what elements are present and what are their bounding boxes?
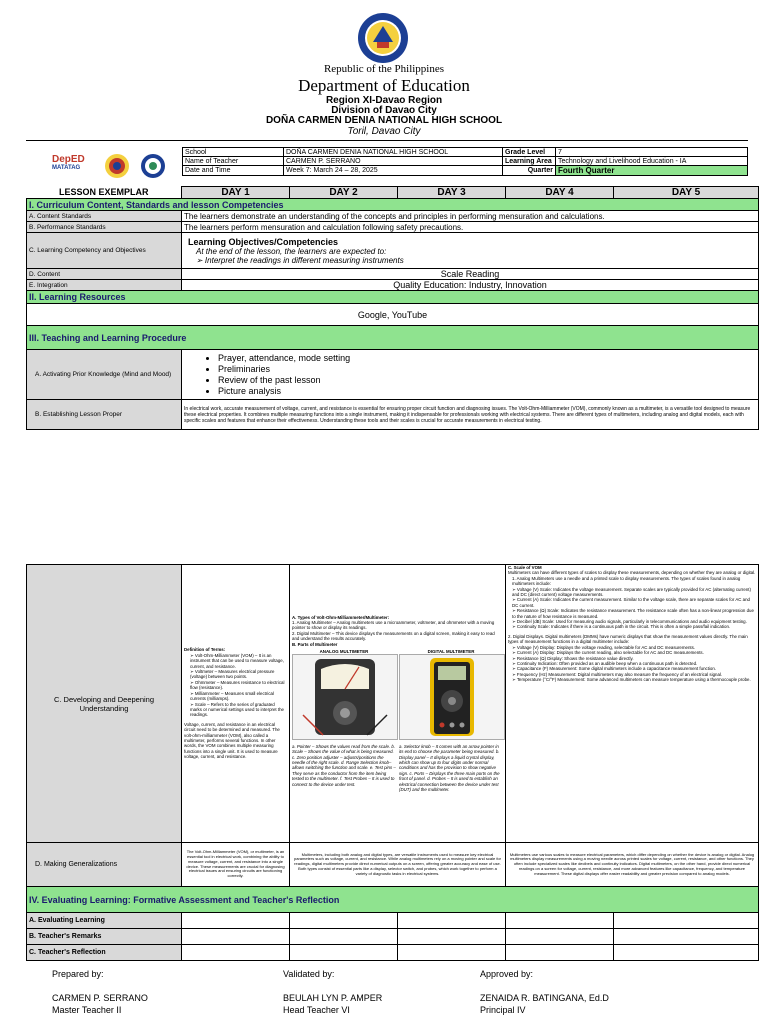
evaluating-day-2[interactable]: [290, 913, 398, 929]
prepared-label: Prepared by:: [52, 969, 104, 979]
scale-item: ➢ Continuity Scale: Indicates if there is a continuous path in the circuit. This is often a simple pass/fail indication.: [512, 624, 731, 630]
remarks-day-3[interactable]: [398, 929, 506, 945]
date-label: Date and Time: [183, 166, 284, 176]
definition-item: ➢ Ohmmeter – Measures resistance to electrical flow (resistance).: [190, 679, 285, 691]
parts-figure: [292, 649, 503, 742]
region-line: Region XI-Davao Region: [325, 95, 443, 106]
bagong-pilipinas-icon: [104, 153, 130, 179]
validated-label: Validated by:: [283, 969, 335, 979]
remarks-day-4[interactable]: [506, 929, 614, 945]
activating-list: [184, 353, 756, 397]
department-title: Department of Education: [298, 76, 470, 95]
approved-label: Approved by:: [480, 969, 534, 979]
analog-panel: [292, 649, 396, 742]
school-seal-icon: [140, 153, 166, 179]
generalization-2: Multimeters, including both analog and digital types, are versatile instruments used to measure key electrical parameters such as voltage, current, and resistance. While analog multimeters rely on a moving pointer and scale for readings, digital multimeters provide direct numerical outputs on a screen, offering greater accuracy and ease of use. Both types consist of essential parts like a display, selector switch, and probes, which work together to perform a variety of diagnostic tasks in electrical systems.: [290, 843, 506, 887]
deped-seal-icon: [357, 12, 409, 64]
division-line: Division of Davao City: [331, 105, 437, 116]
reflection-day-1[interactable]: [182, 945, 290, 961]
grade-value: 7: [556, 148, 748, 157]
lesson-table: [26, 186, 759, 430]
definitions-title: Definition of Terms:: [184, 647, 226, 653]
competency-line-2: ➢ Interpret the readings in different measuring instruments: [196, 255, 404, 265]
reflection-day-5[interactable]: [614, 945, 759, 961]
content-standards-label: A. Content Standards: [27, 211, 182, 222]
prepared-name: CARMEN P. SERRANO: [52, 993, 148, 1003]
competency-label: C. Learning Competency and Objectives: [27, 233, 182, 269]
scale-analog: 1. Analog Multimeters use a needle and a printed scale to display measurements. The types of scales found in analog multimeters include:: [512, 575, 741, 587]
generalization-1: The Volt-Ohm-Milliammeter (VOM), or multimeter, is an essential tool in electrical work, combining the ability to measure voltage, current, and resistance into a single device. These measurements are crucial for diagnosing electrical issues and ensuring circuits are functioning correctly.: [182, 843, 290, 887]
quarter-label: Quarter: [503, 166, 556, 176]
evaluating-day-3[interactable]: [398, 913, 506, 929]
generalizations-label: D. Making Generalizations: [27, 843, 182, 887]
establishing-label: B. Establishing Lesson Proper: [27, 400, 182, 430]
remarks-label: B. Teacher's Remarks: [27, 929, 182, 945]
date-value: Week 7: March 24 – 28, 2025: [284, 166, 503, 176]
teacher-label: Name of Teacher: [183, 157, 284, 166]
activating-item: • Review of the past lesson: [218, 375, 756, 386]
school-label: School: [183, 148, 284, 157]
scale-item: ➢ Decibel (dB) Scale: Used for measuring audio signals, particularly in telecommunications and audio equipment testing.: [512, 619, 747, 625]
evaluating-label: A. Evaluating Learning: [27, 913, 182, 929]
approved-title: Principal IV: [480, 1005, 526, 1015]
evaluating-day-1[interactable]: [182, 913, 290, 929]
developing-table: [26, 564, 759, 887]
performance-standards-label: B. Performance Standards: [27, 222, 182, 233]
evaluating-day-5[interactable]: [614, 913, 759, 929]
reflection-day-2[interactable]: [290, 945, 398, 961]
scales-cell: [506, 565, 759, 843]
reflection-day-4[interactable]: [506, 945, 614, 961]
content-label: D. Content: [27, 269, 182, 280]
digital-item: ➢ Capacitance (F) Measurement: Some digital multimeters include a capacitance measurement function.: [512, 666, 717, 672]
integration-value: Quality Education: Industry, Innovation: [182, 280, 759, 291]
section-2-header: II. Learning Resources: [27, 291, 759, 304]
validated-title: Head Teacher VI: [283, 1005, 350, 1015]
grade-label: Grade Level: [503, 148, 556, 157]
reflection-label: C. Teacher's Reflection: [27, 945, 182, 961]
digital-item: ➢ Current (A) Display: Displays the current reading, also selectable for AC and DC measurements.: [512, 650, 704, 656]
day-4-header: DAY 4: [506, 187, 614, 199]
content-standards-value: The learners demonstrate an understanding of the concepts and principles in performing mensuration and calculations.: [182, 211, 759, 222]
analog-parts: a. Pointer – Shows the values read from the scale. b. Scale – Shows the value of what is being measured. c. Zero position adjuster – adjusts/positions the needle of the right scale. d. Range Selection knob–allows switching the function and scale. e. Test pins – They serve as the conductor from the item being tested to the multimeter. f. Test Probes – It is used to connect to the device under test.: [292, 743, 396, 787]
digital-parts: a. Selector knob – It comes with an arrow pointer in its end to choose the parameter being measured. b. Display panel – It displays a liquid crystal display, which can show up to four digits under normal conditions and has the provision to show negative sign. c. Ports – Displays the three main ports on the front of panel. d. Probes – It is used to establish an electrical connection between the device under test (DUT) and the multimeter.: [399, 743, 500, 793]
types-analog: 1. Analog Multimeter – Analog multimeters use a microammeter, voltmeter, and ohmmeter with a moving pointer to show or display its readings.: [292, 619, 495, 631]
scale-item: ➢ Resistance (Ω) Scale: Indicates the resistance measurement. The resistance scale often has a non-linear progression due to the nature of how resistance is measured.: [512, 608, 754, 619]
digital-multimeter-icon: [399, 654, 505, 740]
definitions-cell: [182, 565, 290, 843]
location-line: Toril, Davao City: [347, 126, 421, 137]
digital-panel: [399, 649, 503, 742]
day-3-header: DAY 3: [398, 187, 506, 199]
activating-label: A. Activating Prior Knowledge (Mind and Mood): [27, 350, 182, 400]
parts-title: B. Parts of Multimeter: [292, 641, 338, 647]
evaluating-day-4[interactable]: [506, 913, 614, 929]
info-table: [182, 147, 748, 176]
quarter-value: Fourth Quarter: [556, 166, 748, 176]
logo-strip: [48, 152, 168, 180]
parts-lists: [292, 744, 503, 793]
remarks-day-5[interactable]: [614, 929, 759, 945]
validated-name: BEULAH LYN P. AMPER: [283, 993, 383, 1003]
scale-digital: 2. Digital Displays. Digital multimeters (DMMs) have numeric displays that show the measurement values directly. The main types of measurement functions in a digital multimeter include:: [508, 633, 748, 645]
section-4-header: IV. Evaluating Learning: Formative Assessment and Teacher's Reflection: [27, 887, 759, 913]
approved-name: ZENAIDA R. BATINGANA, Ed.D: [480, 993, 609, 1003]
digital-item: ➢ Voltage (V) Display: Displays the voltage reading, selectable for AC and DC measurements.: [512, 644, 696, 650]
area-value: Technology and Livelihood Education - IA: [556, 157, 748, 166]
scale-item: ➢ Voltage (V) Scale: Indicates the voltage measurement. Separate scales are typically provided for AC (alternating current) and DC (direct current) voltage measurements.: [512, 586, 751, 598]
deped-logo-text: DepED: [52, 154, 85, 165]
competency-cell: [182, 233, 759, 269]
developing-label: C. Developing and Deepening Understanding: [27, 565, 182, 843]
digital-item: ➢ Frequency (Hz) Measurement: Digital multimeters may also measure the frequency of an electrical signal.: [512, 671, 723, 677]
analog-multimeter-icon: [292, 654, 398, 740]
types-cell: [290, 565, 506, 843]
types-title: A. Types of Volt-Ohm-Milliammeter/Multimeter:: [292, 614, 390, 620]
competency-line-1: At the end of the lesson, the learners are expected to:: [196, 246, 387, 256]
prepared-title: Master Teacher II: [52, 1005, 122, 1015]
digital-item: ➢ Continuity Indication: Often provided as an audible beep when a continuous path is detected.: [512, 660, 698, 666]
scale-item: ➢ Current (A) Scale: Indicates the current measurement. Similar to the voltage scale, there are separate scales for AC and DC current.: [512, 597, 750, 608]
day-1-header: DAY 1: [182, 187, 290, 199]
activating-item: • Preliminaries: [218, 364, 756, 375]
definition-item: ➢ Milliammeter – Measures small electrical currents (milliamps).: [190, 690, 274, 702]
definition-item: ➢ Voltmeter – Measures electrical pressure (voltage) between two points.: [190, 669, 275, 680]
content-value: Scale Reading: [182, 269, 759, 280]
activating-item: • Picture analysis: [218, 386, 756, 397]
integration-label: E. Integration: [27, 280, 182, 291]
definition-item: ➢ Volt-Ohm-Milliammeter (VOM) – It is an instrument that can be used to measure voltage, current, and resistance.: [190, 652, 284, 669]
activating-item: • Prayer, attendance, mode setting: [218, 353, 756, 364]
generalization-3: Multimeters use various scales to measure electrical parameters, which differ depending on whether the device is analog or digital. Analog multimeters display measurements using a moving needle across printed scales for voltage, current, resistance, and other functions. They often include specialized scales like decibels and continuity indicators. Digital multimeters, on the other hand, provide direct numerical readings on a screen for voltage, current, resistance, and more advanced features like capacitance, frequency, and temperature measurement. These digital displays offer easier readability and greater precision compared to analog models.: [506, 843, 759, 887]
remarks-day-2[interactable]: [290, 929, 398, 945]
section-3-header: III. Teaching and Learning Procedure: [27, 326, 759, 350]
digital-item: ➢ Temperature (°C/°F) Measurement: Some advanced multimeters can measure temperature using a thermocouple probe.: [512, 677, 751, 683]
scale-intro: Multimeters can have different types of scales to display these measurements, depending on whether they are analog or digital.: [508, 570, 756, 576]
digital-item: ➢ Resistance (Ω) Display: Shows the resistance value directly.: [512, 655, 634, 661]
resources-value: Google, YouTube: [27, 304, 759, 326]
day-2-header: DAY 2: [290, 187, 398, 199]
exemplar-label: LESSON EXEMPLAR: [58, 187, 149, 198]
area-label: Learning Area: [503, 157, 556, 166]
republic-line: Republic of the Philippines: [323, 63, 445, 75]
day-5-header: DAY 5: [614, 187, 759, 199]
establishing-value: In electrical work, accurate measurement of voltage, current, and resistance is essential for ensuring proper circuit function and diagnosing issues. The Volt-Ohm-Milliammeter (VOM), commonly known as a multimeter, is a versatile tool designed to measure these electrical properties. It combines multiple measuring functions into a single instrument, making it indispensable for professionals working with electrical systems. There are different types of multimeters, including analog and digital models, each with specific scales and features that enhance their effectiveness. Understanding these tools and their scales is crucial for accurate measurements in electrical testing.: [182, 400, 759, 430]
deped-logo: [52, 154, 92, 178]
remarks-day-1[interactable]: [182, 929, 290, 945]
competency-title: Learning Objectives/Competencies: [188, 236, 339, 247]
definition-item: ➢ Scale – Refers to the series of graduated marks or numerical settings used to interpret the readings.: [190, 701, 284, 718]
digital-heading: DIGITAL MULTIMETER: [427, 648, 475, 654]
definition-paragraph: Voltage, current, and resistance in an electrical circuit need to be determined and measured. The volt-ohm-milliammeter (VOM), also called a multimeter, performs several functions. In other words, the VOM combines multiple measuring functions into a single unit. It is used to measure voltage, current, and resistance.: [184, 721, 280, 760]
evaluation-table: [26, 886, 759, 961]
section-1-header: I. Curriculum Content, Standards and lesson Competencies: [27, 199, 759, 211]
school-value: DOÑA CARMEN DENIA NATIONAL HIGH SCHOOL: [284, 148, 503, 157]
performance-standards-value: The learners perform mensuration and calculation following safety precautions.: [182, 222, 759, 233]
scale-title: C. Scale of VOM: [508, 565, 542, 570]
teacher-value: CARMEN P. SERRANO: [284, 157, 503, 166]
header-rule: [26, 140, 748, 141]
reflection-day-3[interactable]: [398, 945, 506, 961]
types-digital: 2. Digital Multimeter – This device displays the measurements on a digital screen, making it easy to read and understand the results accurately.: [292, 630, 495, 642]
school-line: DOÑA CARMEN DENIA NATIONAL HIGH SCHOOL: [265, 115, 503, 126]
matatag-logo-text: MATATAG: [52, 165, 81, 171]
analog-heading: ANALOG MULTIMETER: [319, 648, 369, 654]
activating-cell: [182, 350, 759, 400]
